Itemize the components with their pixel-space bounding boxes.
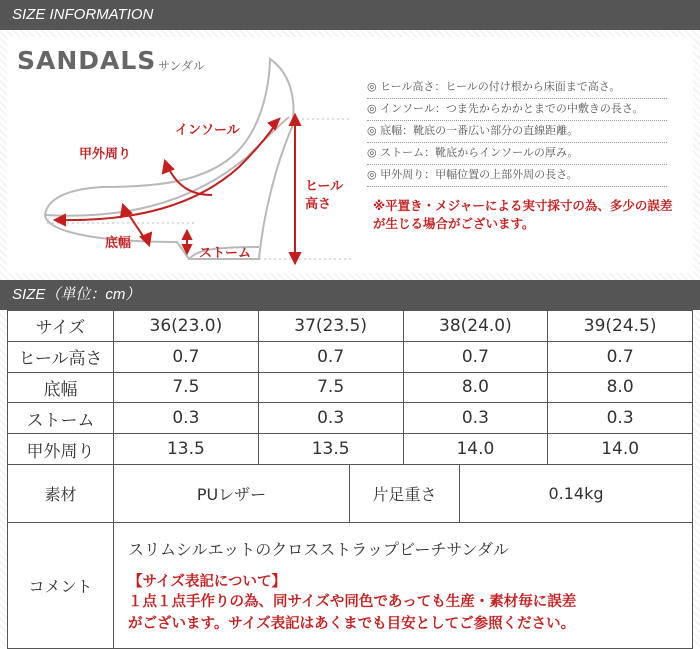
material-table — [7, 464, 693, 649]
legend-item: ◎ 甲外周り：甲幅位置の上部外周の長さ。 — [367, 165, 667, 187]
table-cell: 14.0 — [548, 434, 693, 465]
label-instep: 甲外周り — [79, 147, 132, 162]
table-cell: 0.7 — [403, 341, 548, 372]
table-row-header: ストーム — [8, 403, 114, 434]
size-information-header: SIZE INFORMATION — [0, 0, 700, 30]
table-row — [8, 372, 693, 403]
label-insole: インソール — [175, 123, 240, 138]
table-row-header: 底幅 — [8, 372, 114, 403]
table-row — [8, 403, 693, 434]
table-cell: 37(23.5) — [258, 311, 403, 342]
table-cell: 8.0 — [403, 372, 548, 403]
label-heel-2: 高さ — [305, 197, 332, 212]
weight-label: 片足重さ — [350, 465, 460, 523]
measurement-note: ※平置き・メジャーによる実寸採寸の為、多少の誤差が生じる場合がございます。 — [373, 198, 673, 231]
table-row-header: 甲外周り — [8, 434, 114, 465]
comment-label: コメント — [8, 523, 114, 649]
comment-body-line: １点１点手作りの為、同サイズや同色であっても生産・素材毎に誤差 — [128, 593, 577, 610]
table-row — [8, 434, 693, 465]
table-cell: 0.7 — [548, 341, 693, 372]
label-sole-width: 底幅 — [105, 236, 132, 251]
comment-body-line: がございます。サイズ表記はあくまでも目安としてご参照ください。 — [128, 615, 576, 632]
table-cell: 7.5 — [114, 372, 259, 403]
table-cell: 8.0 — [548, 372, 693, 403]
diagram-title: SANDALS — [17, 46, 157, 75]
legend-item: ◎ ストーム：靴底からインソールの厚み。 — [367, 143, 667, 165]
size-table — [7, 310, 693, 465]
table-row-header: サイズ — [8, 311, 114, 342]
size-header: SIZE（単位：cm） — [0, 280, 700, 310]
legend-item: ◎ 底幅：靴底の一番広い部分の直線距離。 — [367, 121, 667, 143]
table-cell: 0.3 — [258, 403, 403, 434]
table-cell: 13.5 — [114, 434, 259, 465]
comment-main: スリムシルエットのクロスストラップビーチサンダル — [128, 539, 509, 559]
table-cell: 13.5 — [258, 434, 403, 465]
comment-heading: 【サイズ表記について】 — [128, 573, 287, 590]
table-cell: 0.3 — [114, 403, 259, 434]
table-cell: 14.0 — [403, 434, 548, 465]
table-cell: 38(24.0) — [403, 311, 548, 342]
diagram-subtitle: サンダル — [158, 59, 205, 73]
legend-item: ◎ ヒール高さ：ヒールの付け根から床面まで高さ。 — [367, 77, 667, 99]
measurement-legend — [367, 77, 667, 187]
material-value: PUレザー — [114, 465, 350, 523]
table-row — [8, 311, 693, 342]
weight-value: 0.14kg — [460, 465, 693, 523]
legend-item: ◎ インソール：つま先からかかとまでの中敷きの長さ。 — [367, 99, 667, 121]
table-cell: 7.5 — [258, 372, 403, 403]
table-cell: 0.7 — [258, 341, 403, 372]
table-cell: 39(24.5) — [548, 311, 693, 342]
table-cell: 0.3 — [403, 403, 548, 434]
label-stome: ストーム — [199, 246, 252, 261]
shoe-diagram-panel — [7, 37, 693, 273]
table-row — [8, 341, 693, 372]
comment-body — [128, 591, 692, 635]
table-cell: 36(23.0) — [114, 311, 259, 342]
label-heel-1: ヒール — [305, 179, 344, 194]
comment-cell — [114, 523, 693, 649]
table-cell: 0.3 — [548, 403, 693, 434]
table-cell: 0.7 — [114, 341, 259, 372]
table-row-header: ヒール高さ — [8, 341, 114, 372]
material-label: 素材 — [8, 465, 114, 523]
